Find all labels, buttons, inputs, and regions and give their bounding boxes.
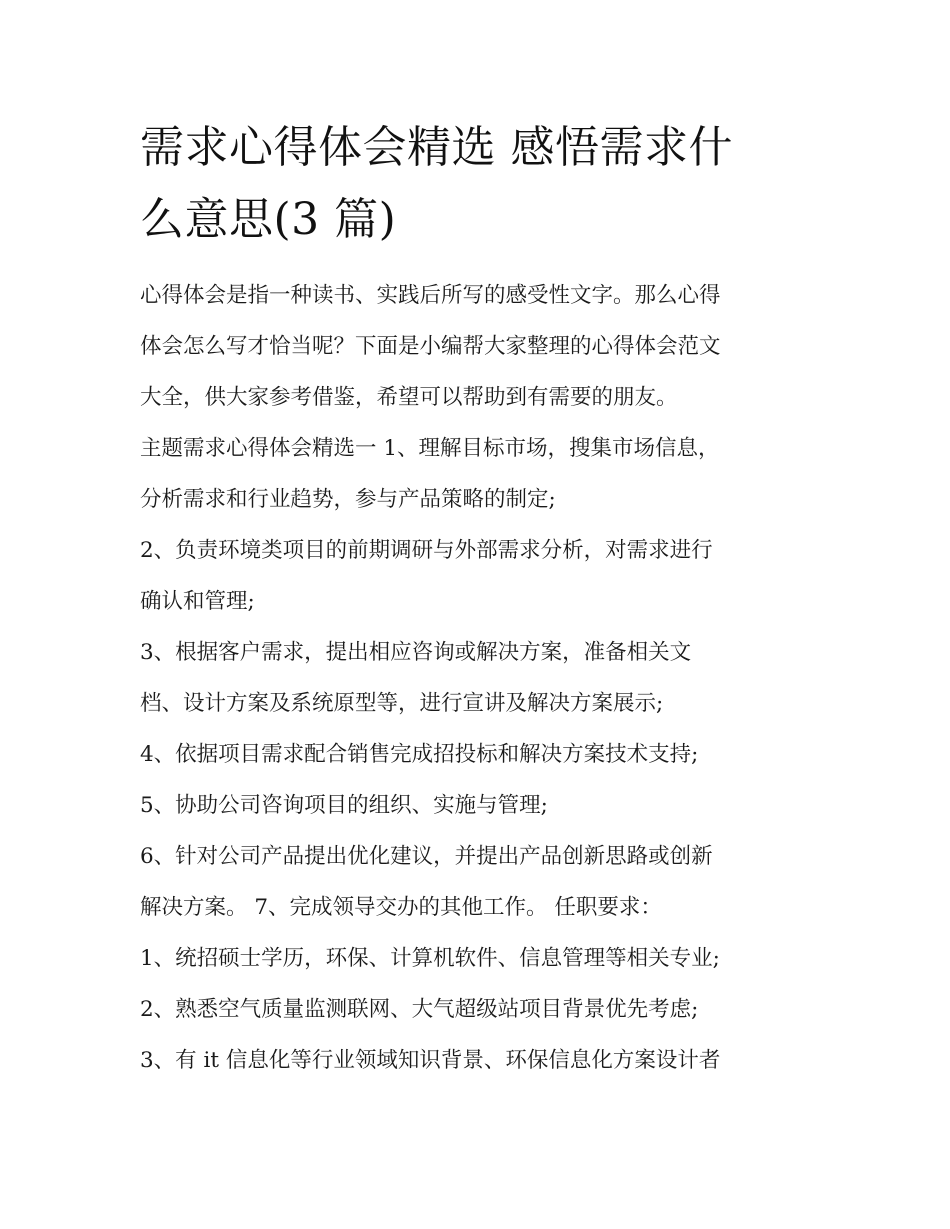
body-paragraph — [140, 1035, 820, 1086]
text-line: 5、协助公司咨询项目的组织、实施与管理; — [140, 793, 548, 818]
text-line: 体会怎么写才恰当呢？下面是小编帮大家整理的心得体会范文 — [140, 334, 721, 359]
body-paragraph — [140, 423, 820, 525]
text-line: 大全，供大家参考借鉴，希望可以帮助到有需要的朋友。 — [140, 385, 678, 410]
body-paragraph — [140, 984, 820, 1035]
text-line: 解决方案。 7、完成领导交办的其他工作。 任职要求： — [140, 895, 662, 920]
text-line: 6、针对公司产品提出优化建议，并提出产品创新思路或创新 — [140, 844, 713, 869]
body-paragraph — [140, 780, 820, 831]
text-line: 主题需求心得体会精选一 1、理解目标市场，搜集市场信息， — [140, 436, 720, 461]
document-title — [140, 112, 820, 256]
body-paragraph — [140, 933, 820, 984]
body-paragraph — [140, 627, 820, 729]
body-paragraph — [140, 831, 820, 933]
text-line: 档、设计方案及系统原型等，进行宣讲及解决方案展示; — [140, 691, 664, 716]
title-line: 么意思(3 篇) — [140, 194, 397, 245]
text-line: 2、负责环境类项目的前期调研与外部需求分析，对需求进行 — [140, 538, 713, 563]
text-line: 1、统招硕士学历，环保、计算机软件、信息管理等相关专业; — [140, 946, 720, 971]
text-line: 3、有 it 信息化等行业领域知识背景、环保信息化方案设计者 — [140, 1048, 721, 1073]
text-line: 心得体会是指一种读书、实践后所写的感受性文字。那么心得 — [140, 283, 721, 308]
title-line: 需求心得体会精选 感悟需求什 — [140, 122, 733, 173]
text-line: 4、依据项目需求配合销售完成招投标和解决方案技术支持; — [140, 742, 699, 767]
intro-paragraph — [140, 270, 820, 423]
text-line: 分析需求和行业趋势，参与产品策略的制定; — [140, 487, 556, 512]
body-paragraph — [140, 729, 820, 780]
text-line: 确认和管理; — [140, 589, 255, 614]
document-body — [140, 112, 820, 1086]
body-paragraph — [140, 525, 820, 627]
text-line: 3、根据客户需求，提出相应咨询或解决方案，准备相关文 — [140, 640, 692, 665]
text-line: 2、熟悉空气质量监测联网、大气超级站项目背景优先考虑; — [140, 997, 699, 1022]
